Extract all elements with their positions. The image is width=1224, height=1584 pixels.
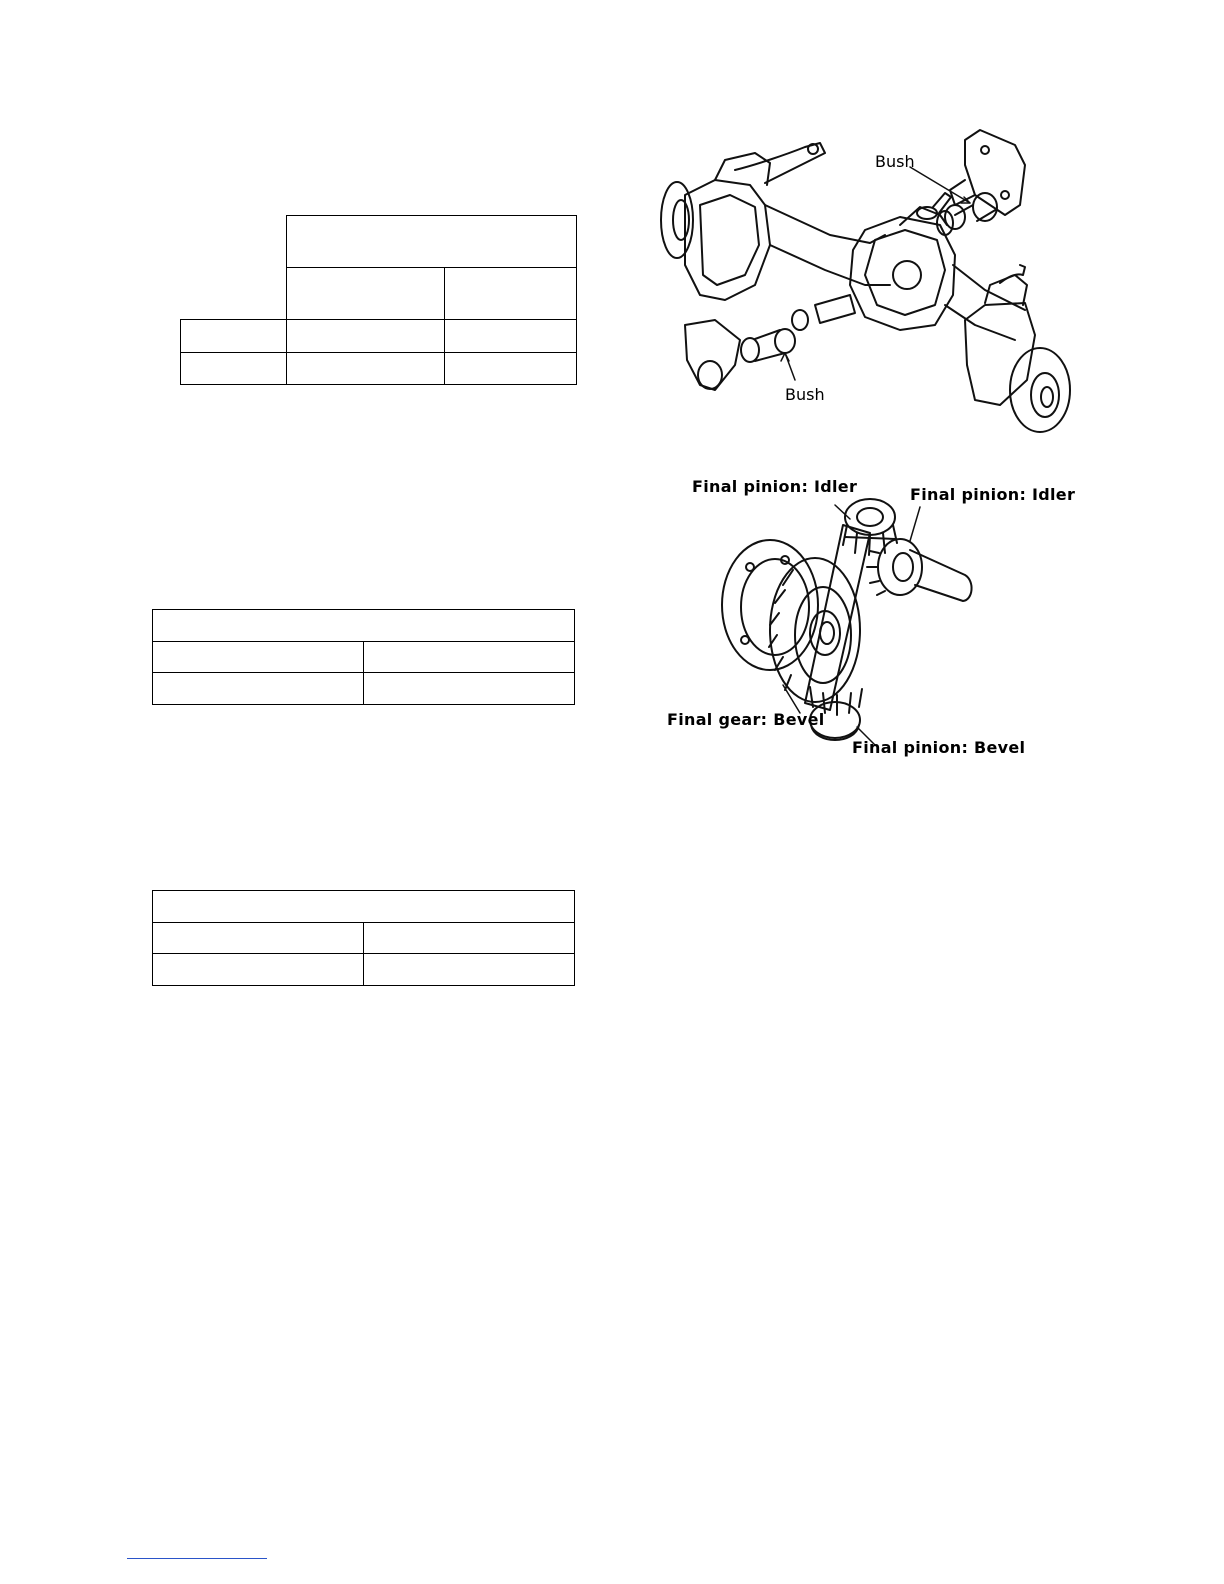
table-cell	[181, 352, 287, 385]
table-cell	[444, 320, 577, 353]
table-row	[153, 641, 575, 673]
label-final-pinion-idler-left: Final pinion: Idler	[692, 477, 858, 496]
table-row	[181, 320, 577, 353]
table-cell	[364, 673, 575, 705]
table-row	[153, 922, 575, 954]
label-bush-top: Bush	[875, 152, 915, 171]
table-header-cell	[153, 891, 575, 923]
table-row	[153, 673, 575, 705]
table-cell	[286, 320, 444, 353]
table-cell	[153, 673, 364, 705]
table-cell	[153, 954, 364, 986]
table-corner-empty	[181, 216, 287, 320]
front-axle-drawing	[655, 125, 1075, 440]
front-axle-figure	[655, 125, 1075, 440]
label-final-pinion-idler-right: Final pinion: Idler	[910, 485, 1076, 504]
final-gear-figure	[665, 475, 1076, 765]
table-row	[181, 352, 577, 385]
label-bush-bottom: Bush	[785, 385, 825, 404]
table-backlash-2	[152, 890, 575, 986]
table-cell	[181, 320, 287, 353]
table-cell	[364, 954, 575, 986]
table-subheader-cell	[444, 268, 577, 320]
table-cell	[364, 922, 575, 954]
table-header-cell	[153, 610, 575, 642]
table-bush-clearance	[180, 215, 577, 385]
table-cell	[444, 352, 577, 385]
table-header-cell	[286, 216, 577, 268]
table-subheader-cell	[286, 268, 444, 320]
table-cell	[364, 641, 575, 673]
footer-link-underline	[127, 1558, 267, 1559]
table-cell	[153, 922, 364, 954]
table-row	[153, 954, 575, 986]
table-cell	[153, 641, 364, 673]
label-final-gear-bevel: Final gear: Bevel	[667, 710, 825, 729]
table-cell	[286, 352, 444, 385]
label-final-pinion-bevel: Final pinion: Bevel	[852, 738, 1026, 757]
table-backlash-1	[152, 609, 575, 705]
